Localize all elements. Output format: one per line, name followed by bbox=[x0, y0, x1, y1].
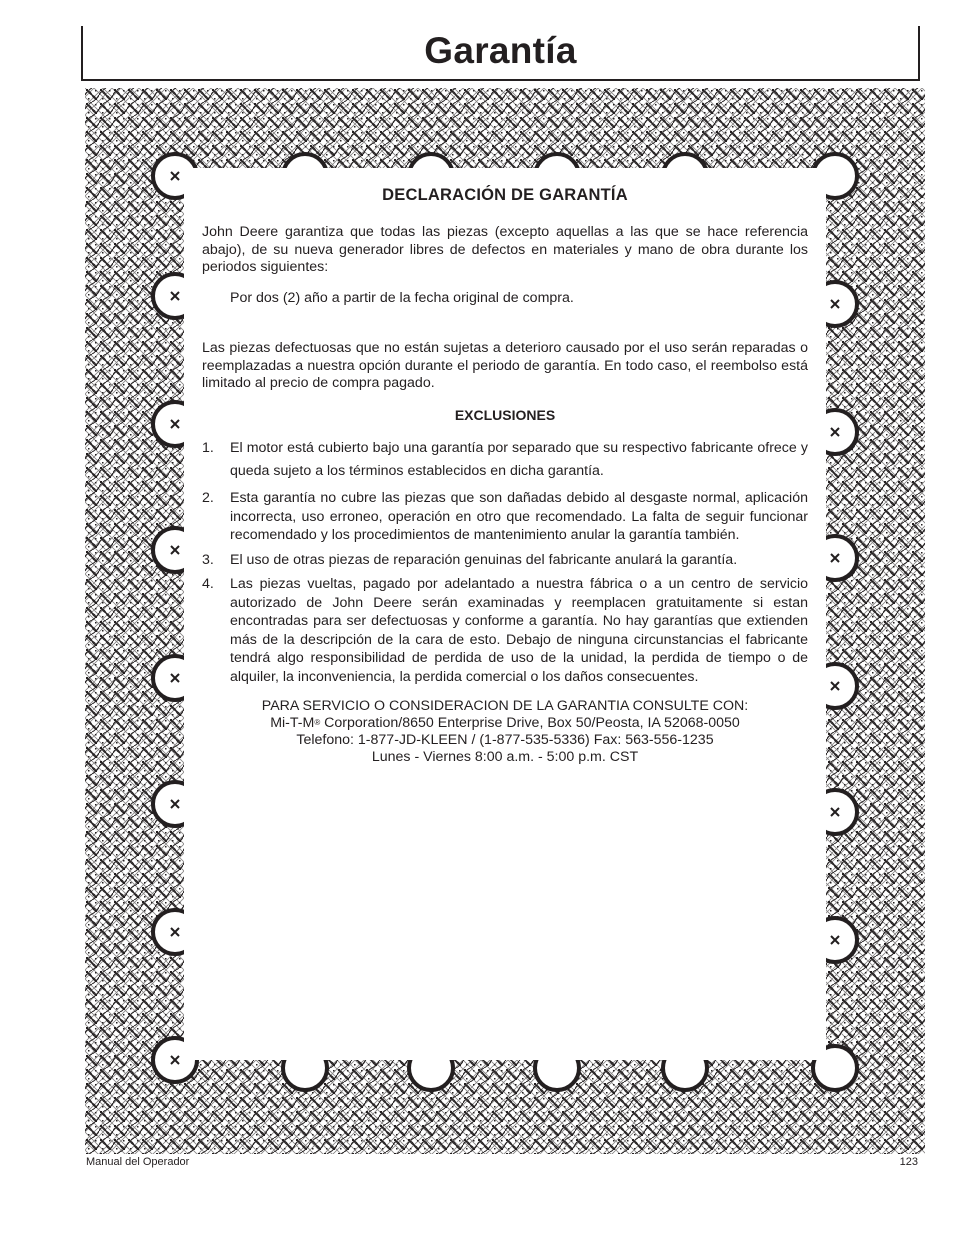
exclusion-item bbox=[202, 437, 808, 483]
footer-manual-title: Manual del Operador bbox=[86, 1156, 190, 1168]
exclusions-list bbox=[202, 437, 808, 686]
warranty-period: Por dos (2) año a partir de la fecha original de compra. bbox=[230, 289, 574, 306]
exclusion-item bbox=[202, 551, 808, 570]
exclusion-number: 2. bbox=[202, 490, 214, 506]
exclusion-text: El uso de otras piezas de reparación genuinas del fabricante anulará la garantía. bbox=[230, 551, 738, 568]
exclusion-text: Las piezas vueltas, pagado por adelantado a nuestra fábrica o a un centro de servicio autorizado de John Deere serán examinadas y reemplacen gratuitamente si estan encontradas para ser defectuosas y conforme a garantía. No hay garantías que extienden más de la descripción de la cara de esto. Debajo de ninguna circunstancias el fabricante tendrá algo responsibilidad de perdida de uso de la unidad, la perdida de tiempo o de alquiler, la inconveniencia, la perdida comercial o los daños consecuentes. bbox=[230, 576, 808, 685]
page-number: 123 bbox=[899, 1156, 918, 1168]
exclusion-number: 3. bbox=[202, 551, 214, 568]
warranty-statement-panel bbox=[184, 168, 826, 1060]
contact-address bbox=[202, 715, 808, 732]
page-title: Garantía bbox=[424, 30, 577, 71]
contact-phone: Telefono: 1-877-JD-KLEEN / (1-877-535-5336) Fax: 563-556-1235 bbox=[296, 732, 714, 748]
contact-block bbox=[202, 698, 808, 766]
warranty-intro: John Deere garantiza que todas las piezas (excepto aquellas a las que se hace referencia abajo), de su nueva generador libres de defectos en materiales y mano de obra durante los periodos siguientes: bbox=[202, 224, 808, 275]
company-name: Mi-T-M bbox=[270, 715, 315, 731]
exclusion-number: 4. bbox=[202, 576, 214, 592]
defective-parts-text: Las piezas defectuosas que no están sujetas a deterioro causado por el uso serán reparadas o reemplazadas a nuestra opción durante el periodo de garantía. En todo caso, el reembolso está limitado al precio de compra pagado. bbox=[202, 340, 808, 391]
exclusion-number: 1. bbox=[202, 440, 214, 456]
exclusion-text: El motor está cubierto bajo una garantía por separado que su respectivo fabricante ofrece y queda sujeto a los términos establecidos en dicha garantía. bbox=[230, 440, 808, 479]
exclusion-text: Esta garantía no cubre las piezas que son dañadas debido al desgaste normal, aplicación incorrecta, uso erroneo, operación en otro que recomendado. La falta de seguir funcionar recomendado y los procedimientos de mantenimiento anular la garantía también. bbox=[230, 490, 808, 543]
company-address: Corporation/8650 Enterprise Drive, Box 50/Peosta, IA 52068-0050 bbox=[320, 715, 740, 731]
warranty-heading: DECLARACIÓN DE GARANTÍA bbox=[382, 186, 628, 204]
title-box bbox=[81, 26, 920, 81]
exclusion-item bbox=[202, 489, 808, 545]
contact-heading: PARA SERVICIO O CONSIDERACION DE LA GARANTIA CONSULTE CON: bbox=[261, 698, 749, 714]
contact-hours: Lunes - Viernes 8:00 a.m. - 5:00 p.m. CST bbox=[371, 749, 639, 765]
registered-mark: ® bbox=[314, 718, 321, 727]
exclusions-heading: EXCLUSIONES bbox=[454, 406, 556, 423]
exclusion-item bbox=[202, 575, 808, 686]
